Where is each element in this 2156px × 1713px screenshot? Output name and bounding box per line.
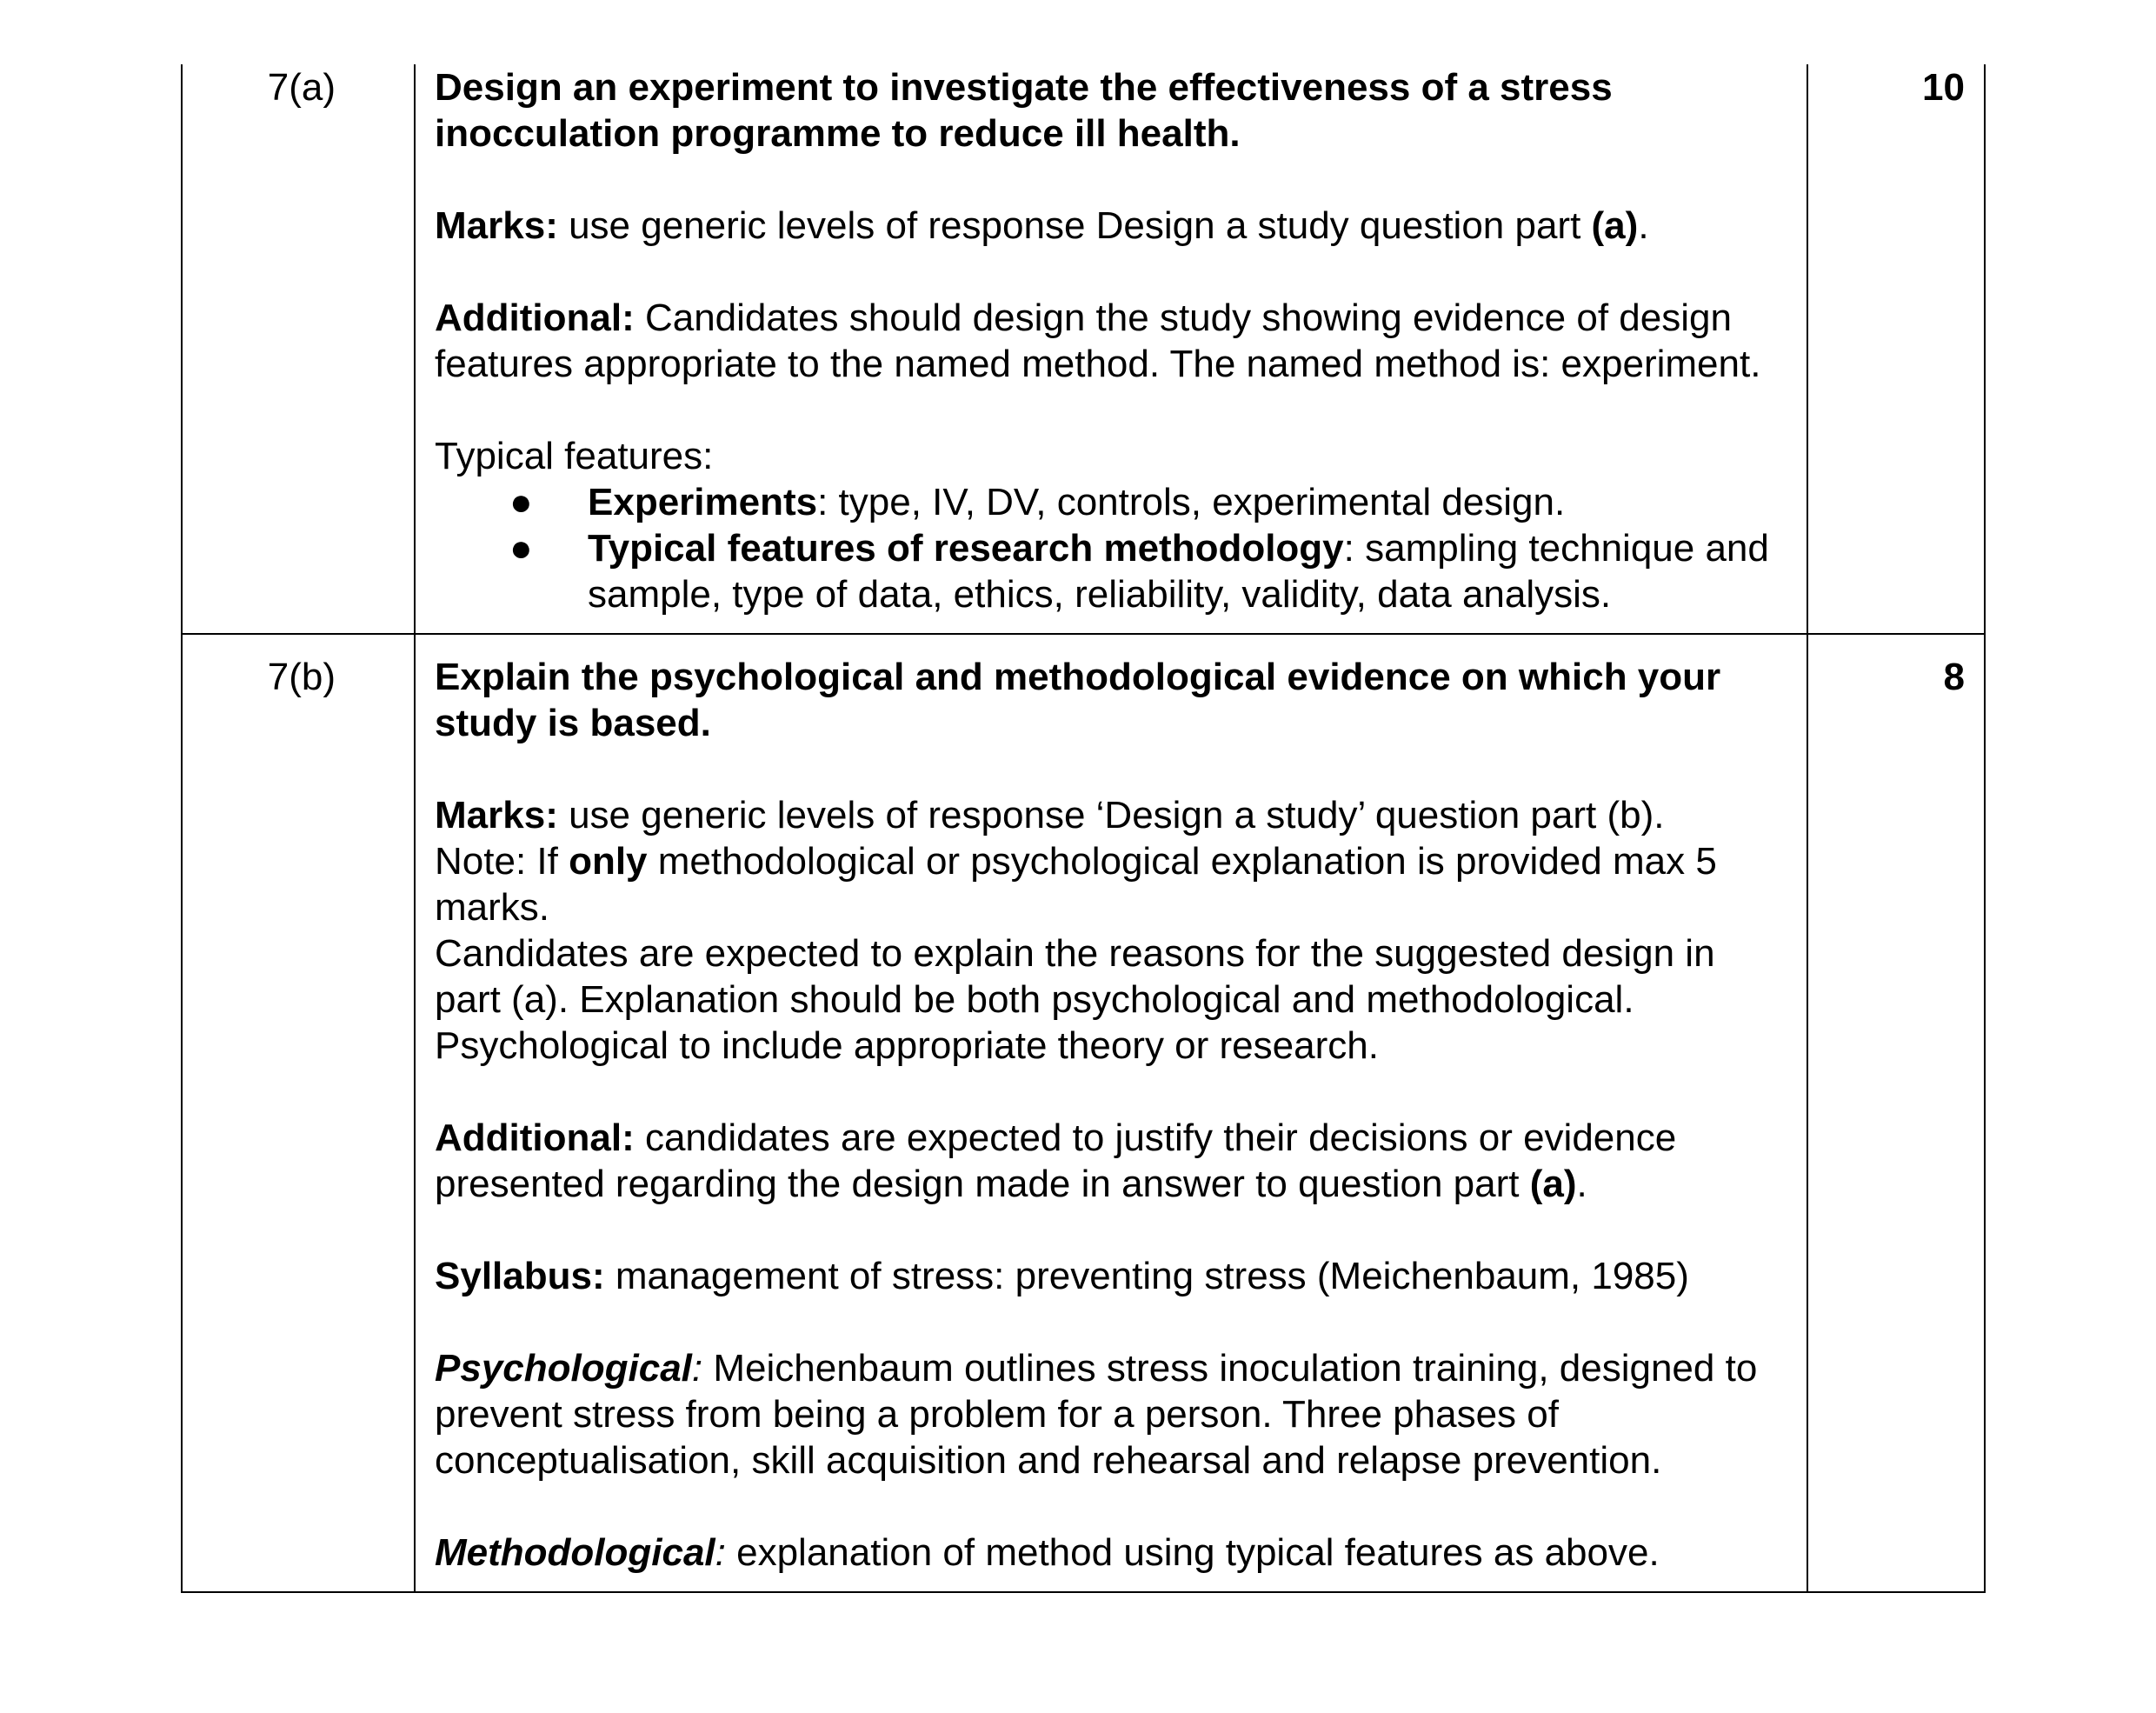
table-row-7b [182,634,1985,1592]
question-number: 7(b) [182,634,415,1592]
marks-label: Marks: [435,794,558,837]
marks-paragraph [435,792,1787,838]
marks-paragraph [435,203,1787,249]
psychological-text: Meichenbaum outlines stress inoculation training, designed to prevent stress from being a problem for a person. Three phases of conceptualisation, skill acquisition and rehearsal and relapse prevention. [435,1347,1758,1482]
feature-label: Experiments [588,481,818,523]
table-row-7a [182,64,1985,634]
additional-paragraph [435,1115,1787,1207]
additional-end: . [1576,1163,1587,1205]
candidates-paragraph: Candidates are expected to explain the reasons for the suggested design in part (a). Explanation should be both psychological and methodological. Psychological to include appropriate theory or research. [435,932,1715,1067]
syllabus-label: Syllabus: [435,1255,605,1297]
note-paragraph [435,838,1787,930]
bullet-icon: ● [509,527,533,570]
marks-end: . [1638,204,1649,247]
typical-features-intro: Typical features: [435,435,714,477]
feature-text: : type, IV, DV, controls, experimental design. [817,481,1566,523]
additional-text: candidates are expected to justify their decisions or evidence presented regarding the design made in answer to question part [435,1116,1677,1205]
marks-value: 10 [1807,64,1985,634]
psychological-label: Psychological [435,1347,692,1390]
marks-text: use generic levels of response ‘Design a study’ question part (b). [557,794,1665,837]
syllabus-text: management of stress: preventing stress (Meichenbaum, 1985) [604,1255,1689,1297]
marks-label: Marks: [435,204,558,247]
methodological-text: explanation of method using typical features as above. [725,1531,1660,1574]
marks-value: 8 [1807,634,1985,1592]
list-item [435,525,1787,617]
mark-scheme-table [181,64,1986,1593]
note-after: methodological or psychological explanation is provided max 5 marks. [435,840,1717,929]
methodological-paragraph [435,1530,1787,1576]
methodological-colon: : [715,1531,726,1574]
answer-cell [415,64,1807,634]
syllabus-paragraph [435,1253,1787,1299]
additional-paragraph [435,295,1787,387]
question-text: Explain the psychological and methodological evidence on which your study is based. [435,656,1721,744]
note-before: Note: If [435,840,569,883]
feature-text: : sampling technique and sample, type of data, ethics, reliability, validity, data analysis. [588,527,1769,616]
marks-part-ref: (a) [1591,204,1639,247]
marks-text: use generic levels of response Design a study question part [557,204,1592,247]
list-item [435,479,1787,525]
question-number: 7(a) [182,64,415,634]
additional-label: Additional: [435,297,635,339]
note-bold: only [569,840,648,883]
typical-features-list [435,479,1787,617]
additional-part-ref: (a) [1529,1163,1577,1205]
psychological-colon: : [691,1347,703,1390]
methodological-label: Methodological [435,1531,715,1574]
question-text: Design an experiment to investigate the effectiveness of a stress inocculation programme to reduce ill health. [435,66,1613,155]
additional-text: Candidates should design the study showing evidence of design features appropriate to the named method. The named method is: experiment. [435,297,1761,385]
additional-label: Additional: [435,1116,635,1159]
feature-label: Typical features of research methodology [588,527,1344,570]
psychological-paragraph [435,1345,1787,1483]
bullet-icon: ● [509,481,533,523]
answer-cell [415,634,1807,1592]
